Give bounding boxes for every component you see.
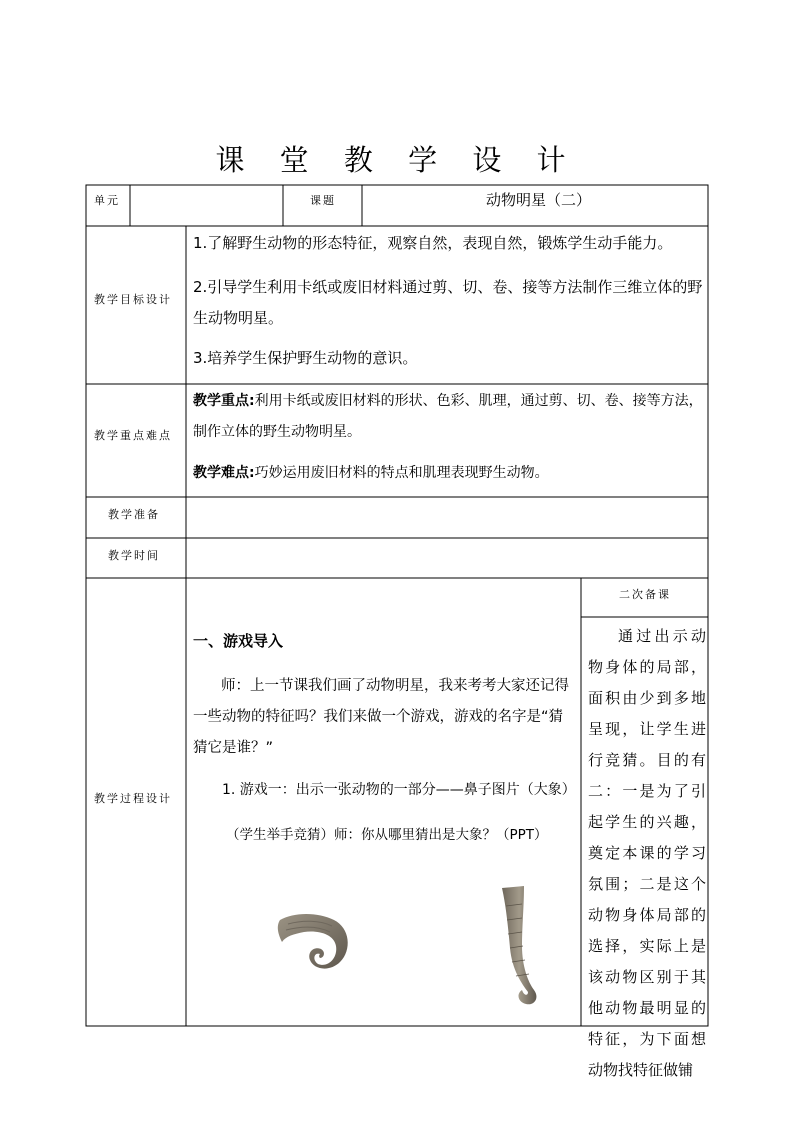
prep-label: 教学准备 bbox=[108, 508, 160, 521]
difficulty-text: 巧妙运用废旧材料的特点和肌理表现野生动物。 bbox=[254, 465, 549, 481]
unit-label: 单元 bbox=[94, 194, 120, 207]
objectives-label: 教学目标设计 bbox=[94, 293, 172, 306]
topic-value: 动物明星（二） bbox=[486, 191, 592, 209]
objective-3: 3.培养学生保护野生动物的意识。 bbox=[193, 349, 418, 367]
objective-2: 2.引导学生利用卡纸或废旧材料通过剪、切、卷、接等方法制作三维立体的野生动物明星。 bbox=[193, 278, 703, 327]
key-point bbox=[193, 386, 705, 448]
time-label: 教学时间 bbox=[108, 549, 160, 562]
key-point-text: 利用卡纸或废旧材料的形状、色彩、肌理，通过剪、切、卷、接等方法，制作立体的野生动物明星。 bbox=[193, 393, 703, 440]
difficulty-label: 教学难点: bbox=[193, 465, 255, 481]
game-one-text: 1. 游戏一：出示一张动物的一部分——鼻子图片（大象） bbox=[222, 782, 576, 798]
key-difficulty-label: 教学重点难点 bbox=[94, 429, 172, 442]
key-point-label: 教学重点: bbox=[193, 393, 255, 409]
difficulty-point bbox=[193, 458, 705, 489]
side-note: 通过出示动物身体的局部，面积由少到多地呈现，让学生进行竞猜。目的有二：一是为了引起学生的兴趣，奠定本课的学习氛围；二是这个动物身体局部的选择，实际上是该动物区别于其他动物最明显的特征，为下面想动物找特征做铺 bbox=[588, 627, 706, 1079]
page-title: 课 堂 教 学 设 计 bbox=[215, 143, 579, 177]
section-title: 一、游戏导入 bbox=[193, 632, 284, 650]
topic-label: 课题 bbox=[310, 194, 336, 207]
elephant-trunk-hanging-icon bbox=[494, 886, 550, 1006]
objective-1: 1.了解野生动物的形态特征，观察自然，表现自然，锻炼学生动手能力。 bbox=[193, 234, 673, 252]
process-label: 教学过程设计 bbox=[94, 792, 172, 805]
intro-paragraph: 师：上一节课我们画了动物明星，我来考考大家还记得一些动物的特征吗？我们来做一个游戏，游戏的名字是“猜猜它是谁？” bbox=[193, 678, 569, 756]
guess-text: （学生举手竞猜）师：你从哪里猜出是大象？（PPT） bbox=[226, 827, 548, 843]
second-prep-label: 二次备课 bbox=[619, 588, 671, 601]
elephant-trunk-curled-icon bbox=[274, 912, 354, 974]
